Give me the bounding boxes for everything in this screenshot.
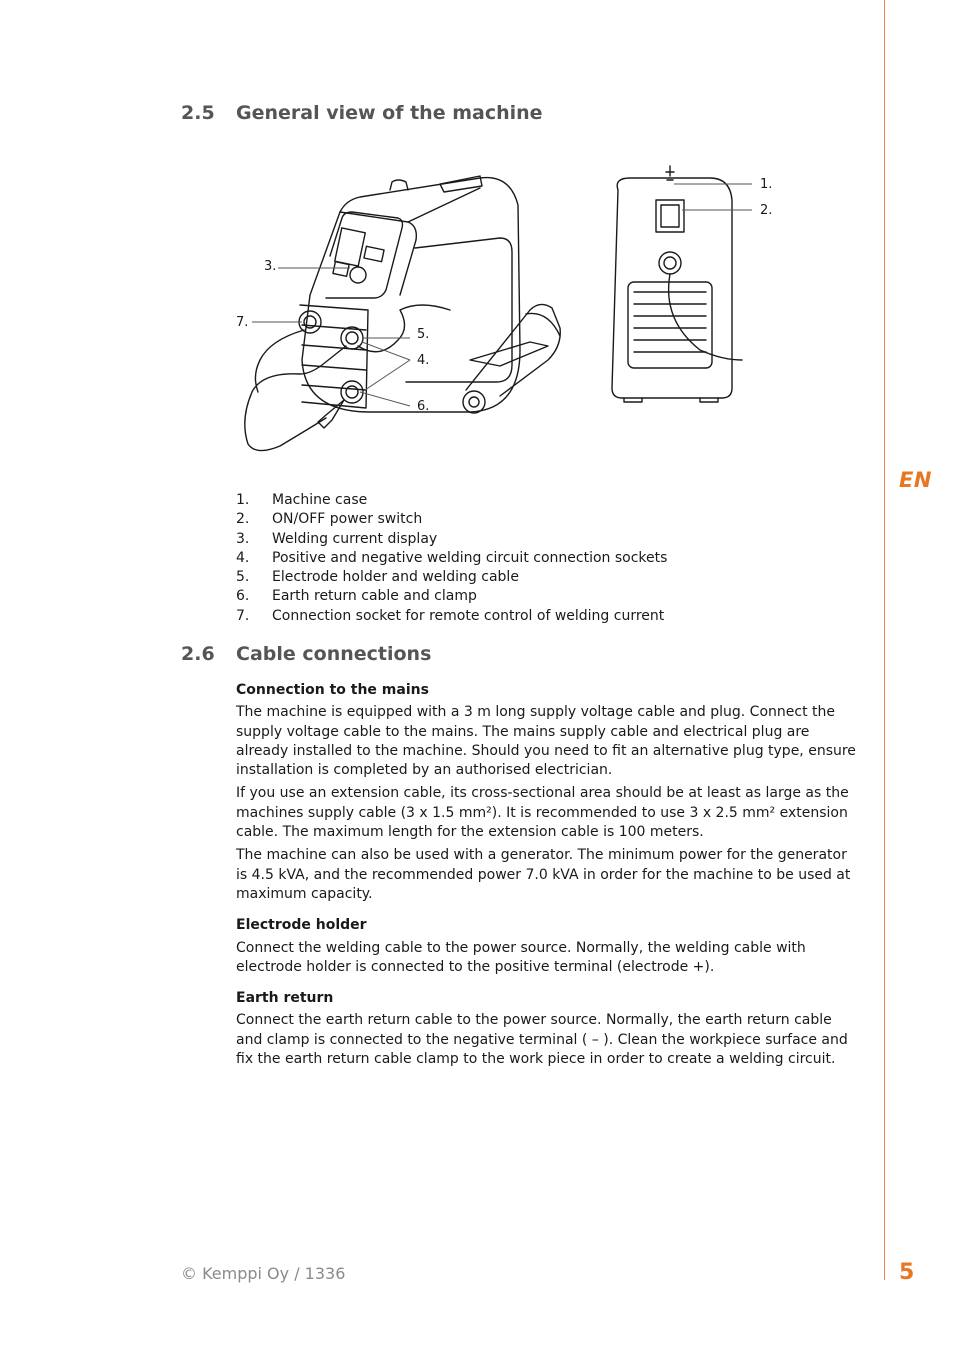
legend-item	[236, 510, 667, 529]
legend-number: 4.	[236, 549, 250, 566]
paragraph: The machine can also be used with a generator. The minimum power for the generator is 4.5 kVA, and the recommended power 7.0 kVA in order for the machine to be used at maximum capacity.	[236, 847, 851, 902]
legend-number: 2.	[236, 511, 250, 528]
legend-number: 5.	[236, 569, 250, 586]
legend-text: Machine case	[272, 492, 368, 508]
callout-3: 3.	[264, 259, 277, 274]
subheading-mains: Connection to the mains	[236, 682, 429, 698]
language-tab: EN	[899, 468, 932, 492]
callout-4: 4.	[417, 353, 430, 368]
callout-7: 7.	[236, 315, 249, 330]
machine-illustration	[230, 160, 790, 460]
legend-item	[236, 587, 667, 606]
legend-item	[236, 549, 667, 568]
legend-number: 7.	[236, 607, 250, 624]
callout-1: 1.	[760, 177, 773, 192]
legend-item	[236, 491, 667, 510]
legend-text: ON/OFF power switch	[272, 511, 423, 528]
subheading-electrode-holder: Electrode holder	[236, 917, 367, 934]
section-heading-cable-connections	[181, 643, 431, 665]
legend-number: 1.	[236, 492, 250, 508]
section-number: 2.5	[181, 102, 215, 124]
legend-number: 3.	[236, 530, 250, 547]
section-heading-general-view	[181, 102, 543, 124]
callout-leaders	[252, 184, 752, 406]
legend-text: Welding current display	[272, 530, 438, 547]
margin-rule	[884, 0, 885, 1280]
section-title: Cable connections	[236, 643, 432, 665]
legend-text: Electrode holder and welding cable	[272, 569, 519, 586]
legend-text: Connection socket for remote control of welding current	[272, 607, 665, 624]
paragraph: Connect the earth return cable to the power source. Normally, the earth return cable and clamp is connected to the negative terminal ( – ). Clean the workpiece surface and fix the earth return cable clamp to the work piece in order to create a welding circuit.	[236, 1012, 848, 1068]
legend-text: Positive and negative welding circuit connection sockets	[272, 549, 668, 566]
machine-front-view	[245, 176, 520, 451]
callout-2: 2.	[760, 203, 773, 218]
legend-text: Earth return cable and clamp	[272, 588, 477, 605]
page-number: 5	[899, 1260, 915, 1285]
paragraph: The machine is equipped with a 3 m long supply voltage cable and plug. Connect the supply voltage cable to the mains. The mains supply cable and electrical plug are already installed to the machine. Should you need to fit an alternative plug type, ensure installation is completed by an authorised electrician.	[236, 704, 856, 779]
machine-side-view	[612, 166, 742, 402]
legend-item	[236, 530, 667, 549]
legend-number: 6.	[236, 588, 250, 605]
legend-item	[236, 568, 667, 587]
callout-6: 6.	[417, 399, 430, 414]
parts-legend	[236, 491, 667, 626]
paragraph: If you use an extension cable, its cross-sectional area should be at least as large as the machines supply cable (3 x 1.5 mm²). It is recommended to use 3 x 2.5 mm² extension cable. The maximum length for the extension cable is 100 meters.	[236, 785, 849, 841]
legend-item	[236, 607, 667, 626]
cable-connections-body	[236, 681, 858, 1073]
section-number: 2.6	[181, 643, 215, 665]
callout-5: 5.	[417, 327, 430, 342]
paragraph: Connect the welding cable to the power source. Normally, the welding cable with electrode holder is connected to the positive terminal (electrode +).	[236, 939, 806, 975]
footer-copyright: © Kemppi Oy / 1336	[181, 1264, 346, 1283]
section-title: General view of the machine	[236, 102, 543, 124]
subheading-earth-return: Earth return	[236, 990, 334, 1007]
